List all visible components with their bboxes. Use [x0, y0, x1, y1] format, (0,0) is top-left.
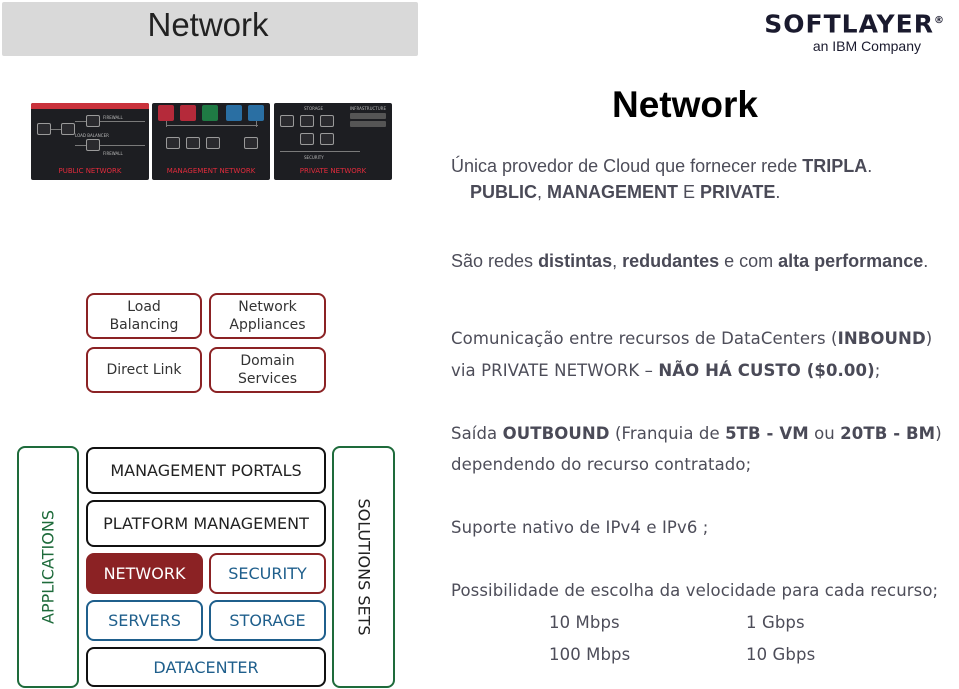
- page-title: Network: [612, 84, 758, 125]
- firewall-icon-2: [86, 139, 100, 151]
- ssl-cert-icon: [320, 133, 334, 145]
- caption-management-network: MANAGEMENT NETWORK: [166, 167, 256, 175]
- management-icon: [206, 137, 220, 149]
- caption-public-network: PUBLIC NETWORK: [58, 167, 122, 175]
- vpn-icon: [166, 137, 180, 149]
- servers-box: SERVERS: [86, 600, 203, 641]
- logo-tagline: an IBM Company: [812, 38, 921, 55]
- load-balancer-icon: [61, 123, 75, 135]
- storage-icon: [280, 115, 294, 127]
- softlayer-logo: [735, 8, 945, 55]
- speed-10mbps: 10 Mbps: [549, 613, 620, 632]
- comm-line-1: Comunicação entre recursos de DataCenters (INBOUND): [451, 329, 933, 348]
- speed-intro: Possibilidade de escolha da velocidade para cada recurso;: [451, 581, 939, 600]
- speed-10gbps: 10 Gbps: [746, 645, 816, 664]
- direct-link-box: Direct Link: [86, 347, 202, 393]
- applications-label: APPLICATIONS: [38, 510, 58, 624]
- public-network-panel: FIREWALL LOAD BALANCER FIREWALL: [31, 103, 149, 180]
- ssl-icon: [244, 137, 258, 149]
- private-network-panel: STORAGE INFRASTRUCTURE SECURITY: [274, 103, 392, 180]
- ipmi-icon: [186, 137, 200, 149]
- solutions-sets-label: SOLUTIONS SETS: [354, 498, 374, 636]
- intro-line-2: PUBLIC, MANAGEMENT E PRIVATE.: [470, 182, 781, 202]
- logo-brand: SOFTLAYER: [764, 9, 934, 39]
- server-icon: [320, 115, 334, 127]
- network-appliances-box: Network Appliances: [209, 293, 326, 339]
- logo-registered: ®: [934, 15, 945, 26]
- header-title: Network: [147, 6, 269, 43]
- outbound-line-1: Saída OUTBOUND (Franquia de 5TB - VM ou 20TB - BM): [451, 424, 942, 443]
- ipv-support: Suporte nativo de IPv4 e IPv6 ;: [451, 518, 709, 537]
- intro-line-3: São redes distintas, redudantes e com alta performance.: [451, 251, 929, 271]
- speed-1gbps: 1 Gbps: [746, 613, 805, 632]
- network-icon: [300, 133, 314, 145]
- load-balancing-box: Load Balancing: [86, 293, 202, 339]
- network-box: NETWORK: [86, 553, 203, 594]
- outbound-line-2: dependendo do recurso contratado;: [451, 455, 752, 474]
- management-portals-box: MANAGEMENT PORTALS: [86, 447, 326, 494]
- disk-icon: [300, 115, 314, 127]
- domain-services-box: Domain Services: [209, 347, 326, 393]
- intro-line-1: Única provedor de Cloud que fornecer rede TRIPLA.: [451, 156, 873, 176]
- storage-box: STORAGE: [209, 600, 326, 641]
- speed-100mbps: 100 Mbps: [549, 645, 631, 664]
- comm-line-2: via PRIVATE NETWORK – NÃO HÁ CUSTO ($0.00);: [451, 361, 881, 380]
- security-box: SECURITY: [209, 553, 326, 594]
- caption-private-network: PRIVATE NETWORK: [299, 167, 367, 175]
- ethernet-icon: [37, 123, 51, 135]
- firewall-icon: [86, 115, 100, 127]
- platform-management-box: PLATFORM MANAGEMENT: [86, 500, 326, 547]
- datacenter-box: DATACENTER: [86, 647, 326, 687]
